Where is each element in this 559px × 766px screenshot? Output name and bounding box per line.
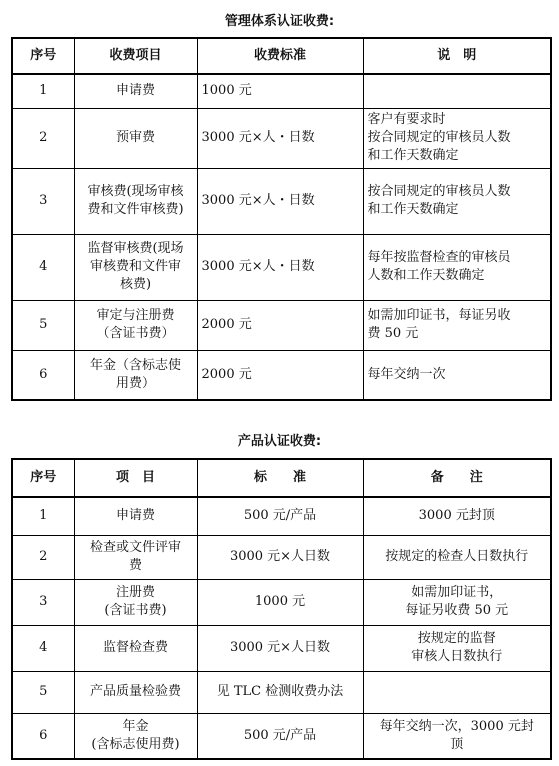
row-fee: 3000 元×人日数 xyxy=(197,535,363,579)
table-row xyxy=(12,535,551,579)
table-header-row xyxy=(12,459,551,497)
table-row xyxy=(12,300,551,350)
row-fee: 500 元/产品 xyxy=(197,713,363,759)
row-fee: 500 元/产品 xyxy=(197,497,363,535)
table-row xyxy=(12,579,551,625)
row-fee: 3000 元×人・日数 xyxy=(197,108,363,168)
section1-title: 管理体系认证收费: xyxy=(224,14,335,29)
product-fee-table xyxy=(11,458,552,760)
table-row xyxy=(12,350,551,400)
row-item: 申请费 xyxy=(74,74,197,108)
row-no: 5 xyxy=(12,300,74,350)
row-fee: 3000 元×人・日数 xyxy=(197,168,363,234)
row-item: 申请费 xyxy=(74,497,197,535)
row-no: 3 xyxy=(12,168,74,234)
header-note: 备 注 xyxy=(363,459,551,497)
row-note: 按合同规定的审核员人数 和工作天数确定 xyxy=(363,168,551,234)
row-no: 5 xyxy=(12,671,74,713)
row-item: 注册费 (含证书费) xyxy=(74,579,197,625)
row-no: 6 xyxy=(12,350,74,400)
header-note: 说 明 xyxy=(363,38,551,74)
row-note: 按规定的监督 审核人日数执行 xyxy=(363,625,551,671)
row-note: 如需加印证书， 每证另收费 50 元 xyxy=(363,579,551,625)
row-fee: 见 TLC 检测收费办法 xyxy=(197,671,363,713)
table-row xyxy=(12,234,551,300)
row-no: 3 xyxy=(12,579,74,625)
row-no: 1 xyxy=(12,497,74,535)
row-item: 预审费 xyxy=(74,108,197,168)
row-no: 2 xyxy=(12,535,74,579)
row-item: 产品质量检验费 xyxy=(74,671,197,713)
header-fee: 标 准 xyxy=(197,459,363,497)
row-note xyxy=(363,74,551,108)
row-note: 客户有要求时 按合同规定的审核员人数 和工作天数确定 xyxy=(363,108,551,168)
row-note: 每年按监督检查的审核员 人数和工作天数确定 xyxy=(363,234,551,300)
row-no: 2 xyxy=(12,108,74,168)
row-no: 1 xyxy=(12,74,74,108)
row-item: 审核费(现场审核 费和文件审核费) xyxy=(74,168,197,234)
header-no: 序号 xyxy=(12,459,74,497)
table-row xyxy=(12,497,551,535)
row-note: 按规定的检查人日数执行 xyxy=(363,535,551,579)
table-row xyxy=(12,74,551,108)
table-row xyxy=(12,713,551,759)
header-no: 序号 xyxy=(12,38,74,74)
row-fee: 3000 元×人・日数 xyxy=(197,234,363,300)
header-item: 项 目 xyxy=(74,459,197,497)
table-row xyxy=(12,168,551,234)
row-note: 3000 元封顶 xyxy=(363,497,551,535)
row-item: 检查或文件评审 费 xyxy=(74,535,197,579)
section2-title: 产品认证收费: xyxy=(237,434,322,449)
row-note xyxy=(363,671,551,713)
row-fee: 3000 元×人日数 xyxy=(197,625,363,671)
header-item: 收费项目 xyxy=(74,38,197,74)
row-item: 年金 (含标志使用费) xyxy=(74,713,197,759)
management-fee-table xyxy=(11,37,552,401)
header-fee: 收费标准 xyxy=(197,38,363,74)
row-no: 6 xyxy=(12,713,74,759)
row-fee: 2000 元 xyxy=(197,350,363,400)
row-item: 审定与注册费 （含证书费） xyxy=(74,300,197,350)
row-fee: 1000 元 xyxy=(197,74,363,108)
table-row xyxy=(12,671,551,713)
row-note: 如需加印证书，每证另收 费 50 元 xyxy=(363,300,551,350)
table-row xyxy=(12,625,551,671)
row-item: 监督审核费(现场 审核费和文件审 核费) xyxy=(74,234,197,300)
row-no: 4 xyxy=(12,234,74,300)
table-header-row xyxy=(12,38,551,74)
row-fee: 1000 元 xyxy=(197,579,363,625)
row-no: 4 xyxy=(12,625,74,671)
row-item: 监督检查费 xyxy=(74,625,197,671)
row-note: 每年交纳一次，3000 元封 顶 xyxy=(363,713,551,759)
table-row xyxy=(12,108,551,168)
row-item: 年金（含标志使 用费） xyxy=(74,350,197,400)
row-fee: 2000 元 xyxy=(197,300,363,350)
row-note: 每年交纳一次 xyxy=(363,350,551,400)
